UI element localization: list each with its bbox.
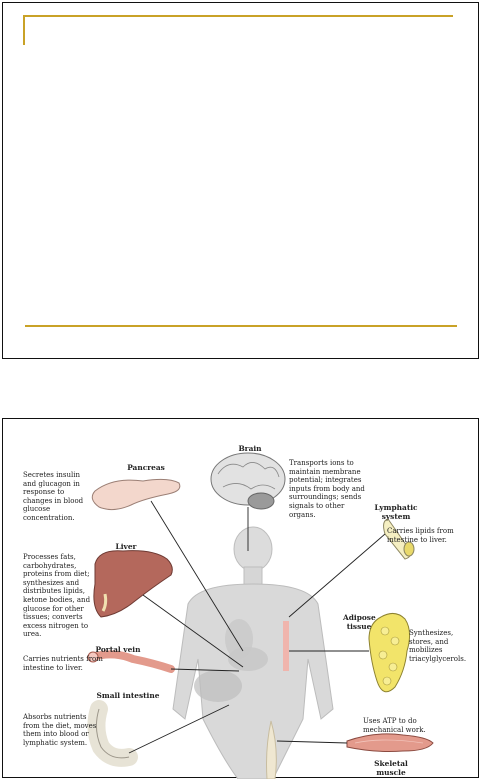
portal-vein-label: Portal vein: [95, 645, 141, 654]
title-slide: [2, 2, 479, 359]
lymphatic-leader: [289, 534, 385, 617]
liver-description: Processes fats, carbohydrates, proteins from diet; synthesizes and distributes lipids, ketone bodies, and glucose for other tissues; converts excess nitrogen to urea.: [23, 553, 91, 639]
skeletal-muscle-image: [347, 734, 433, 752]
gold-rule-top: [23, 15, 453, 17]
lymphatic-description: Carries lipids from intestine to liver.: [387, 527, 454, 544]
adipose-label: Adipose tissue: [343, 613, 376, 631]
pancreas-description: Secretes insulin and glucagon in response to changes in blood glucose concentration.: [23, 471, 84, 522]
organ-figure-slide: [2, 418, 479, 778]
portal-vein-description: Carries nutrients from intestine to liver.: [23, 655, 103, 672]
skeletal-muscle-label: Skeletal muscle: [374, 759, 408, 777]
gold-rule-left: [23, 15, 25, 45]
body-silhouette: [173, 527, 333, 779]
brain-label: Brain: [238, 444, 262, 453]
liver-label: Liver: [115, 542, 137, 551]
brain-image: [211, 453, 285, 509]
adipose-image: [369, 613, 410, 691]
gold-rule-bottom: [25, 325, 457, 327]
adipose-description: Synthesizes, stores, and mobilizes triacylglycerols.: [409, 629, 467, 663]
lymphatic-label: Lymphatic system: [374, 503, 418, 521]
small-intestine-label: Small intestine: [96, 691, 160, 700]
pancreas-image: [92, 479, 180, 509]
brain-description: Transports ions to maintain membrane potential; integrates inputs from body and surroundings; sends signals to other organs.: [289, 459, 365, 519]
skeletal-muscle-description: Uses ATP to do mechanical work.: [363, 717, 426, 734]
liver-image: [94, 551, 172, 617]
pancreas-label: Pancreas: [127, 463, 165, 472]
small-intestine-description: Absorbs nutrients from the diet, moves them into blood or lymphatic system.: [23, 713, 97, 747]
